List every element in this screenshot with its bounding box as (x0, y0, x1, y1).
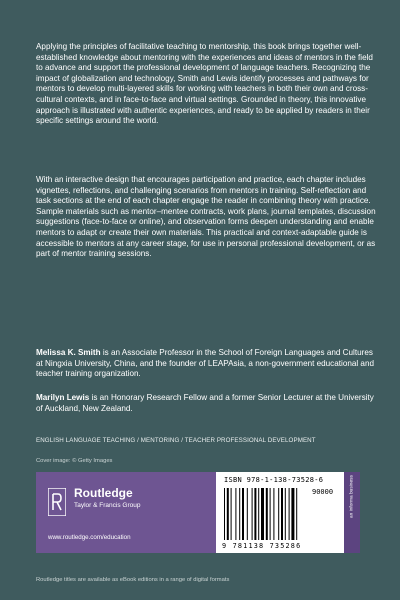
subject-categories: ENGLISH LANGUAGE TEACHING / MENTORING / TEACHER PROFESSIONAL DEVELOPMENT (36, 437, 316, 444)
ebook-note: Routledge titles are available as eBook editions in a range of digital formats (36, 577, 230, 583)
publisher-name: Routledge (74, 486, 133, 500)
author-name-1: Melissa K. Smith (36, 348, 101, 357)
author-bio-1 (36, 348, 376, 380)
routledge-logo-icon (48, 488, 66, 516)
publisher-panel (36, 472, 216, 553)
description-paragraph-2: With an interactive design that encourages participation and practice, each chapter includes vignettes, reflections, and challenging scenarios from mentors in training. Self-reflection and task sections at the end of each chapter engage the reader in combining theory with practice. Sample materials such as mentor–mentee contracts, work plans, journal templates, discussion suggestions (face-to-face or online), and observation forms deepen understanding and enable mentors to adapt or create their own materials. This practical and context-adaptable guide is accessible to mentors at any career stage, for use in personal professional development, or as part of mentor training sessions. (36, 175, 376, 259)
barcode-digits: 9 781138 735286 (222, 542, 302, 550)
author-bio-text-1: is an Associate Professor in the School of Foreign Languages and Cultures at Ningxia University, China, and the founder of LEAPAsia, a non-government educational and teacher training organization. (36, 348, 374, 379)
description-paragraph-1: Applying the principles of facilitative teaching to mentorship, this book brings together well-established knowledge about mentoring with the experiences and ideas of mentors in the field to advance and support the professional development of language teachers. Recognizing the impact of globalization and technology, Smith and Lewis identify processes and pathways for mentors to develop multi-layered skills for working with teachers in both their own and cross-cultural contexts, and in face-to-face and virtual settings. Grounded in theory, this innovative approach is illustrated with authentic experiences, and ready to be applied by readers in their specific settings around the world. (36, 42, 373, 126)
informa-side-tab (344, 472, 360, 553)
author-name-2: Marilyn Lewis (36, 393, 90, 402)
price-code: 90000 (312, 488, 334, 496)
author-bio-text-2: is an Honorary Research Fellow and a former Senior Lecturer at the University of Auckland, New Zealand. (36, 393, 374, 413)
informa-label: an informa business (349, 475, 355, 518)
isbn-label: ISBN 978-1-138-73528-6 (224, 476, 324, 484)
barcode-box (216, 472, 344, 553)
publisher-url: www.routledge.com/education (48, 534, 131, 541)
author-bio-2 (36, 393, 376, 414)
cover-credit: Cover image: © Getty Images (36, 458, 113, 464)
publisher-group: Taylor & Francis Group (74, 502, 141, 509)
